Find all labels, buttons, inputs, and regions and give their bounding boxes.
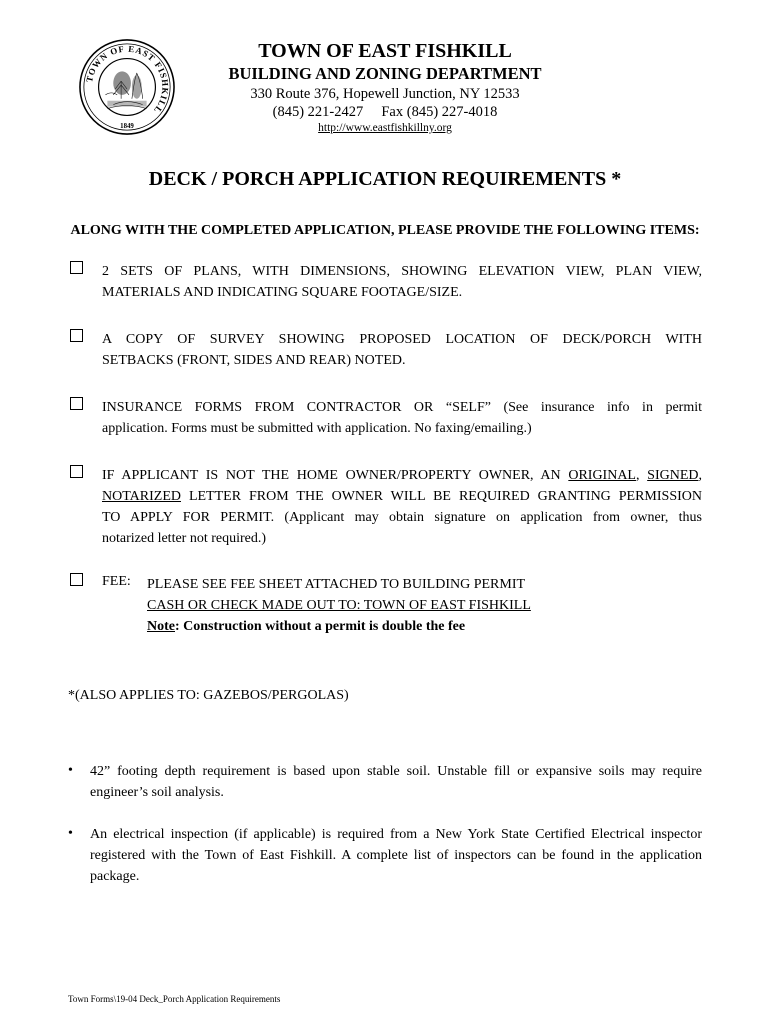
bullet-footing-line-1: 42” footing depth requirement is based upon stable soil. Unstable fill or expansive soils may require: [90, 764, 702, 779]
item-owner-letter: [102, 465, 702, 549]
bullet-glyph-1: •: [68, 763, 73, 778]
item-plans-line-2: MATERIALS AND INDICATING SQUARE FOOTAGE/SIZE.: [102, 285, 463, 300]
item-survey-line-2: SETBACKS (FRONT, SIDES AND REAR) NOTED.: [102, 353, 406, 368]
bullet-footing: [90, 761, 702, 803]
owner-letter-text-b: LETTER FROM THE OWNER WILL BE REQUIRED GRANTING PERMISSION: [180, 489, 702, 504]
item-survey-line-1: A COPY OF SURVEY SHOWING PROPOSED LOCATION OF DECK/PORCH WITH: [102, 332, 702, 347]
fee-note-text: : Construction without a permit is double the fee: [175, 619, 466, 634]
fee-label: FEE:: [102, 574, 131, 589]
svg-text:TOWN OF EAST FISHKILL: TOWN OF EAST FISHKILL: [84, 43, 171, 116]
checkbox-survey[interactable]: [70, 329, 83, 342]
checkbox-insurance[interactable]: [70, 397, 83, 410]
notarized-word: NOTARIZED: [102, 489, 181, 504]
fee-note-label: Note: [147, 619, 175, 634]
item-owner-letter-line-4: notarized letter not required.): [102, 531, 267, 546]
footer-doc-path: Town Forms\19-04 Deck_Porch Application Requirements: [68, 994, 281, 1004]
item-insurance-line-2: application. Forms must be submitted with application. No faxing/emailing.): [102, 421, 532, 436]
fee-note: [147, 616, 531, 637]
bullet-footing-line-2: engineer’s soil analysis.: [90, 785, 224, 800]
checkbox-plans[interactable]: [70, 261, 83, 274]
website-link[interactable]: http://www.eastfishkillny.org: [318, 122, 452, 134]
item-insurance: [102, 397, 702, 439]
town-seal-logo: [78, 38, 176, 136]
checkbox-fee[interactable]: [70, 573, 83, 586]
item-owner-letter-line-2: [102, 486, 702, 507]
fee-details: [147, 574, 531, 637]
town-name: TOWN OF EAST FISHKILL: [258, 40, 512, 62]
checkbox-owner-letter[interactable]: [70, 465, 83, 478]
bullet-electrical-line-2: registered with the Town of East Fishkill. A complete list of inspectors can be found in the application: [90, 848, 702, 863]
department-name: BUILDING AND ZONING DEPARTMENT: [228, 64, 542, 83]
svg-text:1849: 1849: [120, 123, 134, 131]
phone-fax: (845) 221-2427 Fax (845) 227-4018: [272, 104, 498, 120]
item-plans-line-1: 2 SETS OF PLANS, WITH DIMENSIONS, SHOWING ELEVATION VIEW, PLAN VIEW,: [102, 264, 702, 279]
intro-text: ALONG WITH THE COMPLETED APPLICATION, PLEASE PROVIDE THE FOLLOWING ITEMS:: [70, 223, 700, 238]
owner-letter-comma: ,: [698, 468, 702, 483]
bullet-electrical-line-1: An electrical inspection (if applicable) is required from a New York State Certified Electrical inspector: [90, 827, 702, 842]
owner-letter-sep: ,: [635, 468, 648, 483]
also-applies-note: *(ALSO APPLIES TO: GAZEBOS/PERGOLAS): [68, 688, 349, 703]
signed-word: SIGNED: [647, 468, 699, 483]
item-owner-letter-line-3: TO APPLY FOR PERMIT. (Applicant may obtain signature on application from owner, thus: [102, 510, 702, 525]
fee-line-2: CASH OR CHECK MADE OUT TO: TOWN OF EAST FISHKILL: [147, 598, 531, 613]
page-title: DECK / PORCH APPLICATION REQUIREMENTS *: [148, 168, 622, 190]
item-plans: [102, 261, 702, 303]
item-survey: [102, 329, 702, 371]
bullet-electrical: [90, 824, 702, 887]
fee-line-1: PLEASE SEE FEE SHEET ATTACHED TO BUILDING PERMIT: [147, 577, 526, 592]
item-owner-letter-line-1: [102, 465, 702, 486]
owner-letter-text-a: IF APPLICANT IS NOT THE HOME OWNER/PROPERTY OWNER, AN: [102, 468, 569, 483]
address: 330 Route 376, Hopewell Junction, NY 12533: [250, 86, 520, 102]
original-word: ORIGINAL: [568, 468, 636, 483]
item-insurance-line-1: INSURANCE FORMS FROM CONTRACTOR OR “SELF” (See insurance info in permit: [102, 400, 702, 415]
bullet-electrical-line-3: package.: [90, 869, 140, 884]
bullet-glyph-2: •: [68, 826, 73, 841]
